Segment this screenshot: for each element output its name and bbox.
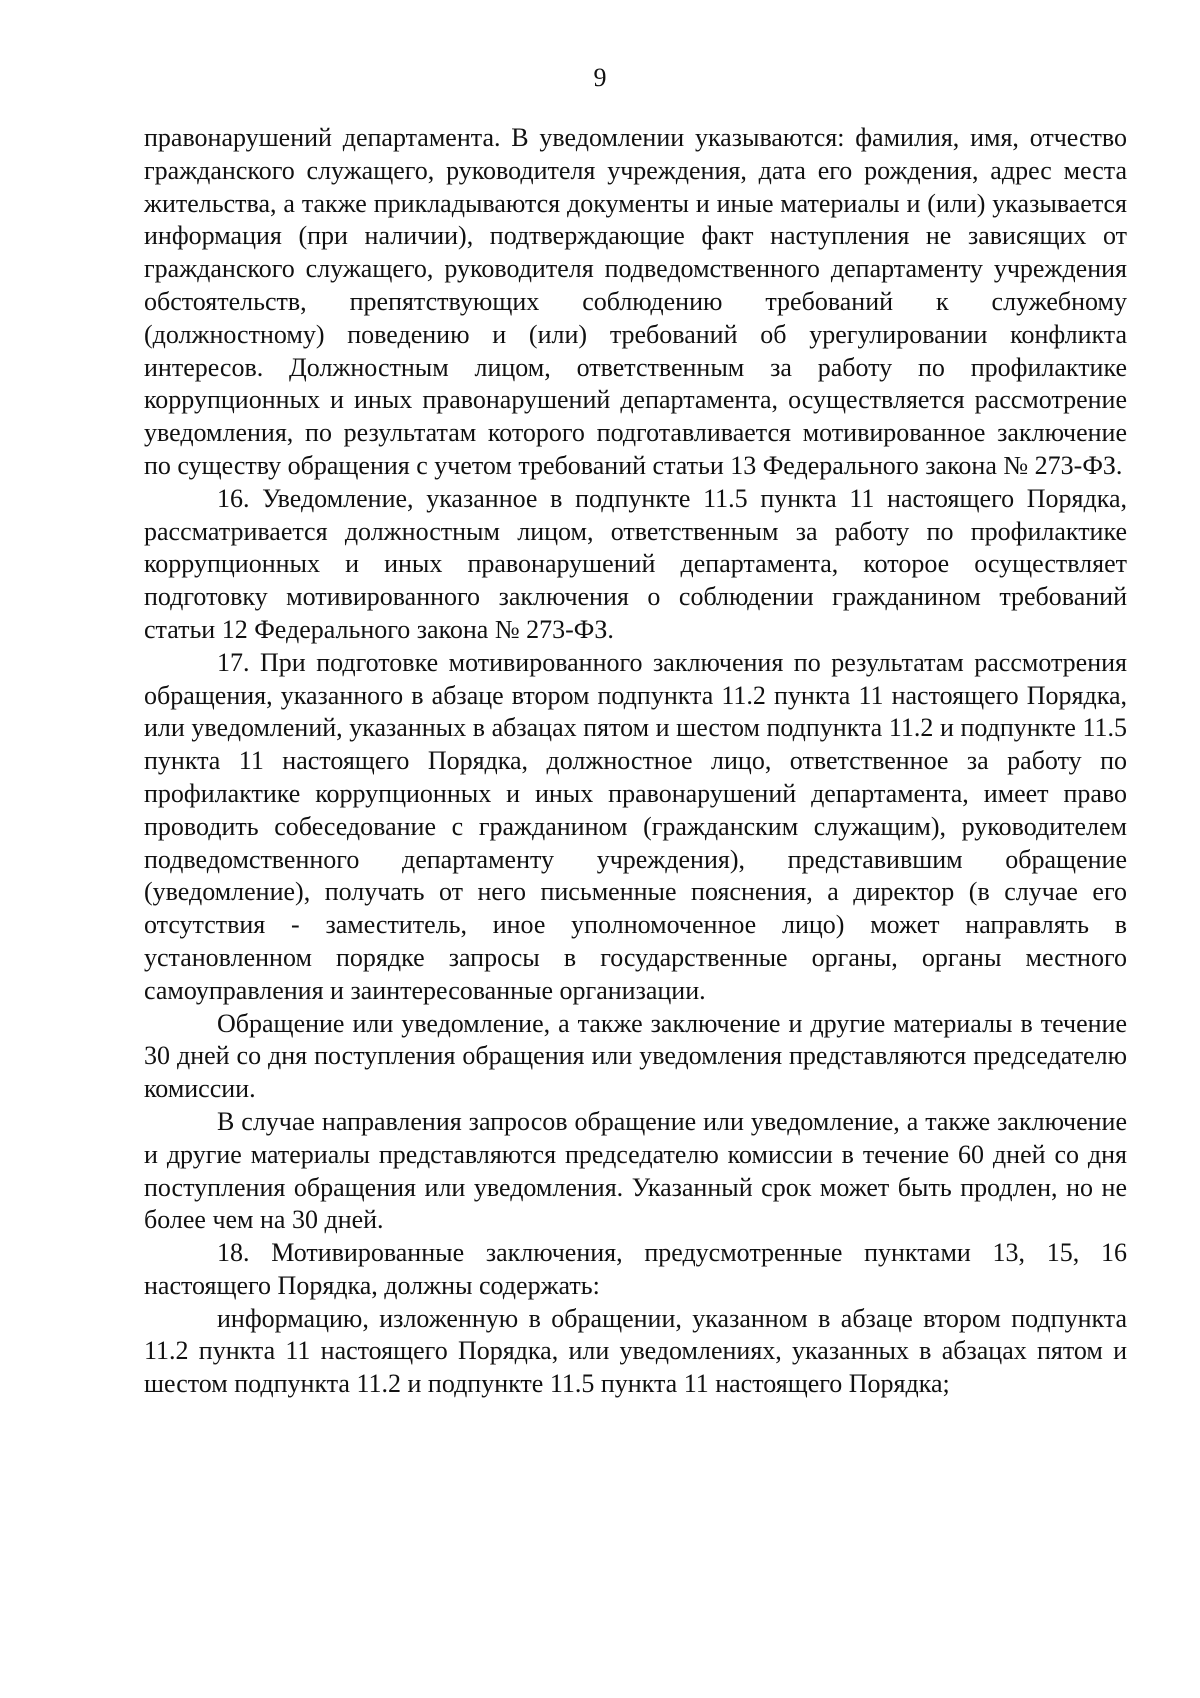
paragraph-item-18-first-requirement: информацию, изложенную в обращении, указанном в абзаце втором подпункта 11.2 пункта 11 настоящего Порядка, или уведомлениях, указанных в абзацах пятом и шестом подпункта 11.2 и подпункте 11.5 пункта 11 настоящего Порядка; xyxy=(144,1303,1127,1399)
paragraph-item-18: 18. Мотивированные заключения, предусмотренные пунктами 13, 15, 16 настоящего Порядка, должны содержать: xyxy=(144,1238,1127,1300)
paragraph-item-17: 17. При подготовке мотивированного заключения по результатам рассмотрения обращения, указанного в абзаце втором подпункта 11.2 пункта 11 настоящего Порядка, или уведомлений, указанных в абзацах пятом и шестом подпункта 11.2 и подпункте 11.5 пункта 11 настоящего Порядка, должностное лицо, ответственное за работу по профилактике коррупционных и иных правонарушений департамента, имеет право проводить собеседование с гражданином (гражданским служащим), руководителем подведомственного департаменту учреждения), представившим обращение (уведомление), получать от него письменные пояснения, а директор (в случае его отсутствия - заместитель, иное уполномоченное лицо) может направлять в установленном порядке запросы в государственные органы, органы местного самоуправления и заинтересованные организации. xyxy=(144,647,1127,1005)
page-number: 9 xyxy=(593,63,607,92)
paragraph-item-17-submission: Обращение или уведомление, а также заключение и другие материалы в течение 30 дней со дня поступления обращения или уведомления представляются председателю комиссии. xyxy=(144,1008,1127,1104)
paragraph-item-16: 16. Уведомление, указанное в подпункте 11.5 пункта 11 настоящего Порядка, рассматривается должностным лицом, ответственным за работу по профилактике коррупционных и иных правонарушений департамента, которое осуществляет подготовку мотивированного заключения о соблюдении гражданином требований статьи 12 Федерального закона № 273-ФЗ. xyxy=(144,483,1127,644)
paragraph-continuation: правонарушений департамента. В уведомлении указываются: фамилия, имя, отчество гражданского служащего, руководителя учреждения, дата его рождения, адрес места жительства, а также прикладываются документы и иные материалы и (или) указывается информация (при наличии), подтверждающие факт наступления не зависящих от гражданского служащего, руководителя подведомственного департаменту учреждения обстоятельств, препятствующих соблюдению требований к служебному (должностному) поведению и (или) требований об урегулировании конфликта интересов. Должностным лицом, ответственным за работу по профилактике коррупционных и иных правонарушений департамента, осуществляется рассмотрение уведомления, по результатам которого подготавливается мотивированное заключение по существу обращения с учетом требований статьи 13 Федерального закона № 273-ФЗ. xyxy=(144,123,1127,480)
paragraph-item-17-requests: В случае направления запросов обращение или уведомление, а также заключение и другие материалы представляются председателю комиссии в течение 60 дней со дня поступления обращения или уведомления. Указанный срок может быть продлен, но не более чем на 30 дней. xyxy=(144,1106,1127,1235)
document-body xyxy=(144,122,1127,1401)
